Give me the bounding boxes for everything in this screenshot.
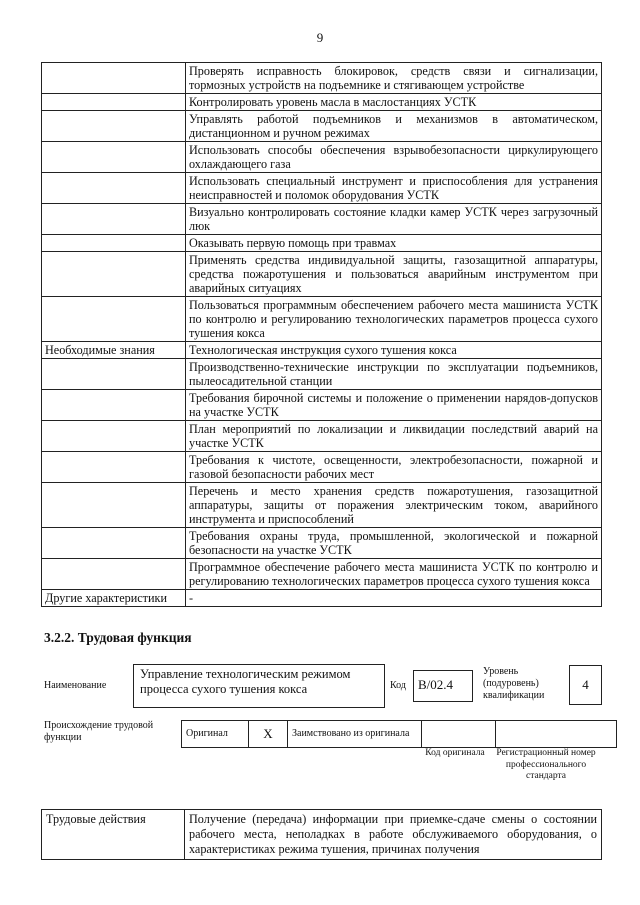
row-label xyxy=(42,235,186,252)
table-row xyxy=(42,235,602,252)
row-text: Программное обеспечение рабочего места машиниста УСТК по контролю и регулированию технологических параметров процесса сухого тушения кокса xyxy=(186,559,602,590)
table-row xyxy=(42,390,602,421)
row-label xyxy=(42,483,186,528)
section-title: 3.2.2. Трудовая функция xyxy=(44,630,192,645)
row-text: Визуально контролировать состояние кладки камер УСТК через загрузочный люк xyxy=(186,204,602,235)
row-text: Контролировать уровень масла в маслостанциях УСТК xyxy=(186,94,602,111)
page-number: 9 xyxy=(316,30,324,45)
table-row xyxy=(42,252,602,297)
origin-borrowed-cell: Заимствовано из оригинала xyxy=(288,721,422,748)
row-text: Использовать способы обеспечения взрывобезопасности циркулирующего охлаждающего газа xyxy=(186,142,602,173)
row-text: Технологическая инструкция сухого тушения кокса xyxy=(186,342,602,359)
table-row xyxy=(42,359,602,390)
row-text: Требования к чистоте, освещенности, электробезопасности, пожарной и газовой безопасности рабочих мест xyxy=(186,452,602,483)
row-text: Перечень и место хранения средств пожаротушения, газозащитной аппаратуры, защиты от поражения электрическим током, аварийного инструмента и приспособлений xyxy=(186,483,602,528)
row-label xyxy=(42,94,186,111)
name-label: Наименование xyxy=(44,680,107,691)
row-label xyxy=(42,111,186,142)
actions-text: Получение (передача) информации при приемке-сдаче смены о состоянии рабочего места, неполадках в работе обслуживаемого оборудования, о характеристиках режима тушения, причинах получения xyxy=(185,810,602,860)
row-label xyxy=(42,452,186,483)
origin-mark: X xyxy=(249,721,288,748)
code-original-caption: Код оригинала xyxy=(425,748,485,758)
row-text: Использовать специальный инструмент и приспособления для устранения неисправностей и поломок оборудования УСТК xyxy=(186,173,602,204)
table-row xyxy=(42,204,602,235)
table-row xyxy=(42,173,602,204)
row-text: Производственно-технические инструкции по эксплуатации подъемников, пылеосадительной станции xyxy=(186,359,602,390)
function-name-value: Управление технологическим режимом процесса сухого тушения кокса xyxy=(133,664,385,708)
row-label xyxy=(42,421,186,452)
table-row xyxy=(42,111,602,142)
row-text: Проверять исправность блокировок, средств связи и сигнализации, тормозных устройств на подъемнике и стягивающем устройстве xyxy=(186,63,602,94)
origin-original-cell: Оригинал xyxy=(182,721,249,748)
labor-actions-table xyxy=(41,809,602,860)
level-label: Уровень (подуровень) квалификации xyxy=(483,666,545,701)
row-text: - xyxy=(186,590,602,607)
table-row xyxy=(42,342,602,359)
row-label: Необходимые знания xyxy=(42,342,186,359)
code-value: В/02.4 xyxy=(413,670,473,702)
code-label: Код xyxy=(390,680,406,691)
row-label xyxy=(42,297,186,342)
row-label xyxy=(42,63,186,94)
row-label xyxy=(42,173,186,204)
row-label xyxy=(42,252,186,297)
table-row xyxy=(42,142,602,173)
origin-table xyxy=(181,720,617,748)
row-text: Требования охраны труда, промышленной, экологической и пожарной безопасности на участке УСТК xyxy=(186,528,602,559)
row-text: Оказывать первую помощь при травмах xyxy=(186,235,602,252)
row-label xyxy=(42,142,186,173)
code-original-cell xyxy=(422,721,496,748)
origin-label: Происхождение трудовой функции xyxy=(44,720,154,743)
skills-knowledge-table xyxy=(41,62,602,607)
table-row xyxy=(42,421,602,452)
level-value: 4 xyxy=(569,665,602,705)
actions-label: Трудовые действия xyxy=(42,810,185,860)
table-row xyxy=(42,63,602,94)
table-row xyxy=(42,483,602,528)
row-label xyxy=(42,390,186,421)
row-label xyxy=(42,359,186,390)
row-text: Пользоваться программным обеспечением рабочего места машиниста УСТК по контролю и регулированию технологических параметров процесса сухого тушения кокса xyxy=(186,297,602,342)
table-row xyxy=(42,590,602,607)
row-label xyxy=(42,528,186,559)
table-row xyxy=(42,452,602,483)
reg-number-caption: Регистрационный номер профессионального стандарта xyxy=(496,748,596,781)
row-label: Другие характеристики xyxy=(42,590,186,607)
row-label xyxy=(42,204,186,235)
row-text: Требования бирочной системы и положение о применении нарядов-допусков на участке УСТК xyxy=(186,390,602,421)
reg-number-cell xyxy=(496,721,617,748)
row-text: Управлять работой подъемников и механизмов в автоматическом, дистанционном и ручном режимах xyxy=(186,111,602,142)
row-text: План мероприятий по локализации и ликвидации последствий аварий на участке УСТК xyxy=(186,421,602,452)
row-text: Применять средства индивидуальной защиты, газозащитной аппаратуры, средства пожаротушения и пользоваться аварийным инструментом при аварийных ситуациях xyxy=(186,252,602,297)
table-row xyxy=(42,94,602,111)
row-label xyxy=(42,559,186,590)
table-row xyxy=(42,297,602,342)
table-row xyxy=(42,528,602,559)
table-row xyxy=(42,559,602,590)
